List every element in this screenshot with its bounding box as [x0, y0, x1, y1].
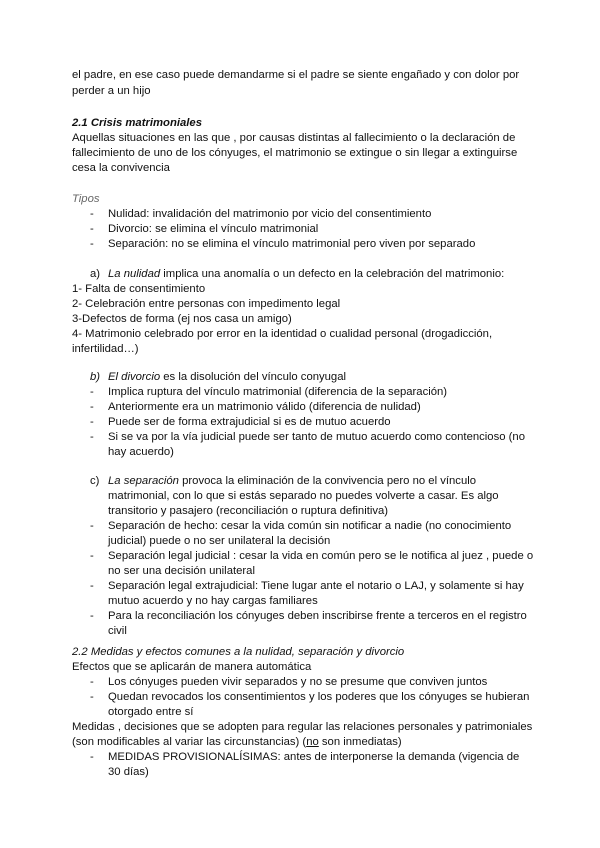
- list-item-cont: 30 días): [108, 766, 149, 778]
- bullet-dash: -: [90, 610, 94, 622]
- section-heading: 2.1 Crisis matrimoniales: [72, 117, 202, 129]
- paragraph-line: matrimonial, con lo que si estás separado no puedes volverte a casar. Es algo: [108, 490, 499, 502]
- list-item: Separación legal judicial : cesar la vida en común pero se le notifica al juez , puede o: [108, 550, 534, 562]
- paragraph-line: Aquellas situaciones en las que , por causas distintas al fallecimiento o la declaración de: [72, 132, 516, 144]
- term-rest: provoca la eliminación de la convivencia pero no el vínculo: [178, 475, 477, 487]
- bullet-dash: -: [90, 416, 94, 428]
- paragraph-line: Efectos que se aplicarán de manera automática: [72, 661, 312, 673]
- list-marker: a): [90, 268, 101, 280]
- list-item: Quedan revocados los consentimientos y los poderes que los cónyuges se hubieran: [108, 691, 530, 703]
- bullet-dash: -: [90, 238, 94, 250]
- intro-line: perder a un hijo: [72, 85, 151, 97]
- underlined-text: no: [306, 736, 319, 748]
- list-item: Separación de hecho: cesar la vida común sin notificar a nadie (no conocimiento: [108, 520, 512, 532]
- list-item: Separación legal extrajudicial: Tiene lugar ante el notario o LAJ, y solamente si hay: [108, 580, 524, 592]
- paragraph-line: [72, 735, 402, 750]
- bullet-dash: -: [90, 520, 94, 532]
- list-item: MEDIDAS PROVISIONALÍSIMAS: antes de interponerse la demanda (vigencia de: [108, 751, 520, 763]
- list-marker: b): [90, 371, 101, 383]
- tipos-label: Tipos: [72, 193, 100, 205]
- list-item: Si se va por la vía judicial puede ser tanto de mutuo acuerdo como contencioso (no: [108, 431, 525, 443]
- subsection-line: [108, 474, 476, 489]
- paragraph-line: fallecimiento de uno de los cónyuges, el matrimonio se extingue o sin llegar a extinguirse: [72, 147, 518, 159]
- bullet-dash: -: [90, 691, 94, 703]
- term: El divorcio: [108, 371, 161, 383]
- paragraph-line: Medidas , decisiones que se adopten para regular las relaciones personales y patrimoniales: [72, 721, 533, 733]
- list-item: 2- Celebración entre personas con impedimento legal: [72, 298, 341, 310]
- term-rest: es la disolución del vínculo conyugal: [160, 371, 347, 383]
- paragraph-line: cesa la convivencia: [72, 162, 170, 174]
- bullet-dash: -: [90, 751, 94, 763]
- list-item: Los cónyuges pueden vivir separados y no se presume que conviven juntos: [108, 676, 488, 688]
- list-item: Nulidad: invalidación del matrimonio por vicio del consentimiento: [108, 208, 432, 220]
- bullet-dash: -: [90, 676, 94, 688]
- list-item-cont: hay acuerdo): [108, 446, 174, 458]
- bullet-dash: -: [90, 550, 94, 562]
- list-item: Divorcio: se elimina el vínculo matrimonial: [108, 223, 319, 235]
- list-item-cont: otorgado entre sí: [108, 706, 194, 718]
- bullet-dash: -: [90, 401, 94, 413]
- list-item: 3-Defectos de forma (ej nos casa un amigo): [72, 313, 292, 325]
- bullet-dash: -: [90, 431, 94, 443]
- list-item: Para la reconciliación los cónyuges deben inscribirse frente a terceros en el registro: [108, 610, 527, 622]
- term: La separación: [108, 475, 179, 487]
- subsection-line: [108, 267, 504, 282]
- section-heading: 2.2 Medidas y efectos comunes a la nulidad, separación y divorcio: [72, 646, 405, 658]
- term: La nulidad: [108, 268, 161, 280]
- list-item-cont: no ser una decisión unilateral: [108, 565, 255, 577]
- list-item: 4- Matrimonio celebrado por error en la identidad o cualidad personal (drogadicción,: [72, 328, 493, 340]
- list-item: Separación: no se elimina el vínculo matrimonial pero viven por separado: [108, 238, 476, 250]
- list-item: infertilidad…): [72, 343, 139, 355]
- list-item-cont: judicial) puede o no ser unilateral la decisión: [108, 535, 331, 547]
- bullet-dash: -: [90, 223, 94, 235]
- bullet-dash: -: [90, 386, 94, 398]
- list-marker: c): [90, 475, 100, 487]
- subsection-line: [108, 370, 346, 385]
- list-item: Puede ser de forma extrajudicial si es de mutuo acuerdo: [108, 416, 391, 428]
- text-run: son inmediatas): [318, 736, 402, 748]
- paragraph-line: transitorio y pasajero (reconciliación o ruptura definitiva): [108, 505, 389, 517]
- list-item: Implica ruptura del vínculo matrimonial (diferencia de la separación): [108, 386, 448, 398]
- list-item-cont: civil: [108, 625, 127, 637]
- text-run: (son modificables al variar las circunstancias) (: [72, 736, 307, 748]
- term-rest: implica una anomalía o un defecto en la celebración del matrimonio:: [160, 268, 505, 280]
- list-item: 1- Falta de consentimiento: [72, 283, 206, 295]
- bullet-dash: -: [90, 208, 94, 220]
- intro-line: el padre, en ese caso puede demandarme si el padre se siente engañado y con dolor por: [72, 69, 520, 81]
- bullet-dash: -: [90, 580, 94, 592]
- list-item: Anteriormente era un matrimonio válido (diferencia de nulidad): [108, 401, 421, 413]
- list-item-cont: mutuo acuerdo y no hay cargas familiares: [108, 595, 318, 607]
